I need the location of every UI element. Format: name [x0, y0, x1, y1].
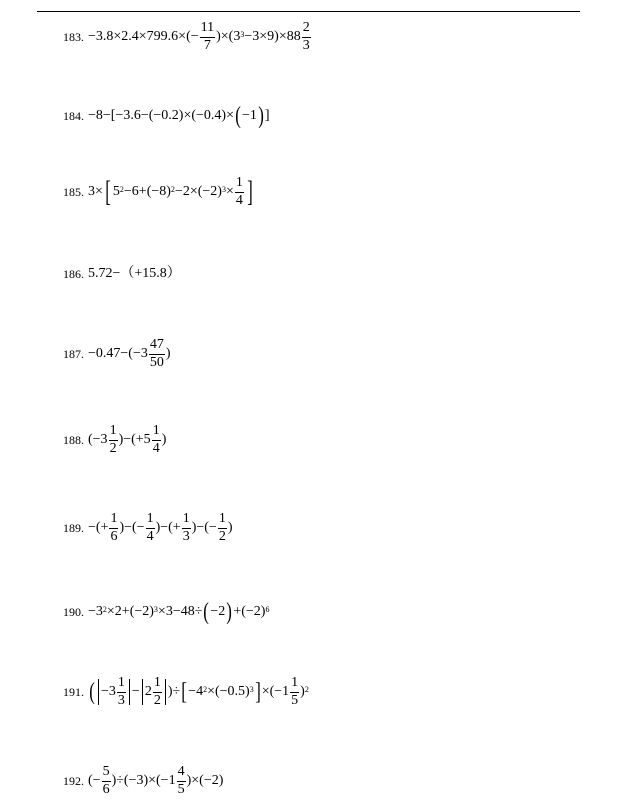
expr-text: −3.8×2.4×799.6×(−: [88, 29, 199, 45]
expr-text: )−(−: [191, 520, 217, 536]
denominator: 6: [102, 781, 110, 797]
expr-text: ): [165, 346, 171, 362]
problem-190: 190. −3 $^2$ ×2+(−2) $^3$ ×3−48÷ ( −2 ) +(−2) $^6$: [63, 599, 270, 625]
numerator: 2: [302, 21, 311, 38]
denominator: 5: [291, 692, 299, 708]
problem-184: [63, 104, 270, 128]
fraction: [102, 765, 111, 797]
fraction: [200, 21, 215, 53]
problem-number: 192.: [63, 774, 84, 789]
problem-number: 191.: [63, 685, 84, 700]
problem-186: [63, 267, 181, 281]
paren-close: ): [258, 103, 264, 129]
numerator: 1: [182, 512, 191, 529]
problem-number: 190.: [63, 605, 84, 619]
paren-open: (: [89, 679, 95, 706]
numerator: 1: [152, 424, 161, 441]
bracket-open: [: [105, 175, 111, 209]
fraction: [235, 176, 244, 208]
problem-185: 185. 3× [ 5 $^2$ −6+(−8) $^2$ −2×(−2) $^3$ × $\frac{1}{4}$ ]: [63, 175, 253, 209]
numerator: 1: [109, 424, 118, 441]
numerator: 47: [149, 338, 165, 355]
denominator: 50: [149, 354, 164, 370]
denominator: 4: [235, 192, 243, 208]
fraction: [177, 765, 186, 797]
numerator: 5: [102, 765, 111, 782]
numerator: 1: [290, 676, 299, 693]
expr-text: −4: [188, 684, 204, 700]
numerator: 1: [109, 512, 118, 529]
paren-open: (: [235, 103, 241, 129]
problem-number: 186.: [63, 267, 84, 281]
paren-open: (: [203, 599, 210, 625]
expr-text: (−: [88, 773, 101, 789]
problem-number: 188.: [63, 433, 84, 448]
header-rule: [37, 11, 580, 12]
fraction: [182, 512, 191, 544]
numerator: 1: [235, 176, 244, 193]
expr-text: ×3−48÷: [157, 604, 203, 619]
abs-bar: [142, 679, 143, 705]
denominator: 4: [146, 528, 154, 544]
problem-188: [63, 424, 166, 456]
bracket-open: [: [181, 679, 187, 706]
fraction: [109, 424, 118, 456]
problem-number: 184.: [63, 109, 84, 123]
expr-text: )−(+: [155, 520, 181, 536]
expr-text: )×(−2): [186, 773, 224, 789]
expr-text: 5: [112, 184, 120, 200]
expr-text: ×: [225, 184, 234, 200]
numerator: 11: [200, 21, 215, 38]
expr-text: ×(−1: [261, 684, 290, 700]
expr-text: ): [161, 432, 167, 448]
expr-text: −1: [241, 108, 257, 123]
problem-187: [63, 338, 171, 370]
abs-bar: [98, 679, 99, 705]
problem-192: [63, 765, 223, 797]
denominator: 3: [182, 528, 190, 544]
expr-text: −0.47−(−3: [88, 346, 148, 362]
expr-text: −(+: [88, 520, 109, 536]
expr-text: −3×9)×88: [244, 29, 301, 45]
bracket-close: ]: [254, 679, 261, 706]
expr-text: 5.72−（+15.8）: [88, 266, 181, 281]
expr-text: −8−[−3.6−(−0.2)×(−0.4)×: [88, 108, 234, 123]
expr-text: (−3: [88, 432, 108, 448]
denominator: 4: [152, 440, 160, 456]
problem-191: 191. ( −3 $\frac{1}{3}$ − 2 $\frac{1}{2}$ )÷ [ −4 $^2$ ×(−0.5) $^3$ ] ×(−1 $\frac{1}{5}$ ) $^2$: [63, 675, 309, 708]
expr-text: )×(3: [216, 29, 241, 45]
numerator: 4: [177, 765, 186, 782]
bracket-close: ]: [247, 175, 253, 209]
abs-bar: [129, 679, 130, 705]
fraction: [109, 512, 118, 544]
expr-text: 3×: [88, 184, 103, 200]
fraction: [218, 512, 227, 544]
denominator: 2: [153, 692, 161, 708]
fraction: [117, 676, 126, 708]
expr-text: −2: [210, 604, 226, 619]
fraction: [152, 424, 161, 456]
expr-text: )÷: [167, 684, 181, 700]
expr-text: ): [300, 684, 305, 700]
expr-text: +(−2): [233, 604, 266, 619]
expr-text: )−(+5: [118, 432, 151, 448]
fraction: [153, 676, 162, 708]
numerator: 1: [117, 676, 126, 693]
expr-text: −3: [101, 684, 116, 700]
problem-number: 185.: [63, 185, 84, 200]
expr-text: ×(−0.5): [207, 684, 250, 700]
expr-text: )÷(−3)×(−1: [111, 773, 176, 789]
problem-number: 189.: [63, 521, 84, 536]
denominator: 5: [177, 781, 185, 797]
numerator: 1: [146, 512, 155, 529]
problem-number: 183.: [63, 30, 84, 45]
expr-text: ]: [264, 108, 270, 123]
numerator: 1: [153, 676, 162, 693]
expr-text: )−(−: [119, 520, 145, 536]
denominator: 3: [117, 692, 125, 708]
denominator: 2: [109, 440, 117, 456]
expr-text: −3: [88, 604, 103, 619]
expr-text: −6+(−8): [123, 184, 171, 200]
denominator: 6: [110, 528, 118, 544]
denominator: 2: [218, 528, 226, 544]
fraction: [149, 338, 165, 370]
abs-bar: [165, 679, 166, 705]
fraction: [146, 512, 155, 544]
denominator: 3: [302, 37, 310, 53]
numerator: 1: [218, 512, 227, 529]
expr-text: ): [227, 520, 233, 536]
expr-text: 2: [144, 684, 152, 700]
paren-close: ): [226, 599, 233, 625]
problem-183: 183. −3.8×2.4×799.6×(− $\frac{11}{7}$ )×(3 $^3$ −3×9)×88 $\frac{2}{3}$: [63, 20, 310, 53]
problem-189: [63, 512, 233, 544]
expr-text: ×2+(−2): [106, 604, 154, 619]
expr-text: −2×(−2): [174, 184, 222, 200]
fraction: [290, 676, 299, 708]
fraction: [302, 21, 311, 53]
denominator: 7: [203, 37, 211, 53]
problem-number: 187.: [63, 347, 84, 362]
expr-text: −: [131, 684, 140, 700]
